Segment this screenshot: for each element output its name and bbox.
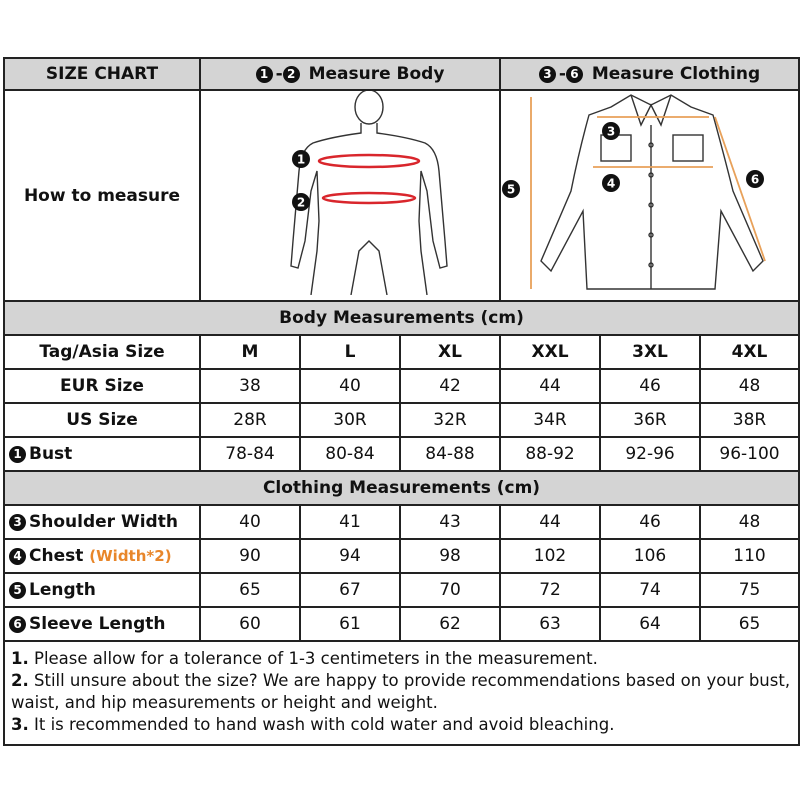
- table-cell: 88-92: [500, 437, 600, 471]
- table-row: [4, 505, 799, 539]
- clothing-rows: [4, 505, 799, 641]
- bust-line: [319, 155, 419, 167]
- notes-row: [4, 641, 799, 745]
- size-chart: [3, 57, 798, 747]
- number-marker-icon: 3: [9, 514, 26, 531]
- row-label: [4, 335, 200, 369]
- table-cell: 63: [500, 607, 600, 641]
- table-cell: 42: [400, 369, 500, 403]
- table-cell: 41: [300, 505, 400, 539]
- table-cell: 92-96: [600, 437, 700, 471]
- table-cell: 40: [300, 369, 400, 403]
- table-cell: 61: [300, 607, 400, 641]
- number-marker-icon: 6: [9, 616, 26, 633]
- table-cell: 36R: [600, 403, 700, 437]
- table-cell: 46: [600, 369, 700, 403]
- table-cell: 75: [700, 573, 799, 607]
- table-cell: 70: [400, 573, 500, 607]
- table-cell: L: [300, 335, 400, 369]
- row-label-text: Chest: [29, 546, 84, 566]
- row-label-text: US Size: [66, 410, 138, 430]
- table-cell: 38R: [700, 403, 799, 437]
- table-cell: 48: [700, 369, 799, 403]
- table-cell: 44: [500, 369, 600, 403]
- measure-body-header: 1 - 2 Measure Body: [200, 58, 500, 90]
- row-label-text: EUR Size: [60, 376, 144, 396]
- table-cell: 98: [400, 539, 500, 573]
- row-label: [4, 369, 200, 403]
- number-marker-icon: 1: [9, 446, 26, 463]
- measure-body-label: Measure Body: [308, 64, 445, 84]
- table-cell: 64: [600, 607, 700, 641]
- sleeve-line: [715, 117, 765, 261]
- marker-icon: 2: [283, 66, 300, 83]
- table-cell: 90: [200, 539, 300, 573]
- row-label: [4, 403, 200, 437]
- note-line: [11, 670, 792, 714]
- note-number: 3.: [11, 715, 29, 734]
- row-label: [4, 539, 200, 573]
- table-row: [4, 369, 799, 403]
- row-label: [4, 607, 200, 641]
- how-to-measure-row: [4, 90, 799, 301]
- table-cell: 40: [200, 505, 300, 539]
- note-line: [11, 714, 792, 736]
- table-row: [4, 539, 799, 573]
- table-cell: 72: [500, 573, 600, 607]
- note-text: Still unsure about the size? We are happy to provide recommendations based on your bust, waist, and hip measurements or height and weight.: [11, 671, 791, 712]
- clothing-section-header: [4, 471, 799, 505]
- table-cell: 102: [500, 539, 600, 573]
- table-cell: XL: [400, 335, 500, 369]
- table-cell: 3XL: [600, 335, 700, 369]
- table-cell: 78-84: [200, 437, 300, 471]
- note-text: It is recommended to hand wash with cold water and avoid bleaching.: [28, 715, 615, 734]
- clothing-section-title: Clothing Measurements (cm): [4, 471, 799, 505]
- row-label-text: Sleeve Length: [29, 614, 166, 634]
- table-cell: 65: [700, 607, 799, 641]
- table-row: [4, 335, 799, 369]
- waist-line: [323, 193, 415, 203]
- number-marker-icon: 5: [9, 582, 26, 599]
- table-cell: 28R: [200, 403, 300, 437]
- table-cell: 62: [400, 607, 500, 641]
- table-row: [4, 437, 799, 471]
- table-cell: 44: [500, 505, 600, 539]
- number-marker-icon: 4: [9, 548, 26, 565]
- table-row: [4, 607, 799, 641]
- table-cell: 96-100: [700, 437, 799, 471]
- notes-cell: [4, 641, 799, 745]
- sleeve-marker-icon: 6: [750, 172, 760, 187]
- row-label-suffix: (Width*2): [89, 547, 172, 565]
- table-row: [4, 403, 799, 437]
- note-line: [11, 648, 792, 670]
- waist-marker-icon: 2: [296, 195, 306, 210]
- table-cell: M: [200, 335, 300, 369]
- table-cell: 46: [600, 505, 700, 539]
- table-cell: 30R: [300, 403, 400, 437]
- body-section-header: [4, 301, 799, 335]
- table-cell: 110: [700, 539, 799, 573]
- table-cell: 65: [200, 573, 300, 607]
- bust-marker-icon: 1: [296, 152, 306, 167]
- body-section-title: Body Measurements (cm): [4, 301, 799, 335]
- measure-clothing-header: 3 - 6 Measure Clothing: [500, 58, 799, 90]
- table-cell: XXL: [500, 335, 600, 369]
- table-cell: 32R: [400, 403, 500, 437]
- body-rows: [4, 335, 799, 471]
- table-cell: 84-88: [400, 437, 500, 471]
- table-cell: 80-84: [300, 437, 400, 471]
- row-label-text: Bust: [29, 444, 73, 464]
- note-number: 2.: [11, 671, 29, 690]
- header-row: [4, 58, 799, 90]
- row-label-text: Shoulder Width: [29, 512, 178, 532]
- table-cell: 94: [300, 539, 400, 573]
- length-marker-icon: 5: [506, 182, 516, 197]
- table-cell: 48: [700, 505, 799, 539]
- body-figure-cell: [200, 90, 500, 301]
- note-text: Please allow for a tolerance of 1-3 centimeters in the measurement.: [28, 649, 598, 668]
- note-number: 1.: [11, 649, 29, 668]
- row-label: [4, 573, 200, 607]
- marker-icon: 1: [256, 66, 273, 83]
- row-label-text: Length: [29, 580, 96, 600]
- table-cell: 43: [400, 505, 500, 539]
- size-chart-title: SIZE CHART: [4, 58, 200, 90]
- marker-icon: 6: [566, 66, 583, 83]
- shirt-figure-cell: [500, 90, 799, 301]
- table-cell: 38: [200, 369, 300, 403]
- row-label: [4, 437, 200, 471]
- table-cell: 60: [200, 607, 300, 641]
- measure-clothing-label: Measure Clothing: [591, 64, 761, 84]
- table-cell: 106: [600, 539, 700, 573]
- table-cell: 74: [600, 573, 700, 607]
- table-cell: 34R: [500, 403, 600, 437]
- table-cell: 67: [300, 573, 400, 607]
- size-chart-table: [3, 57, 800, 746]
- shoulder-marker-icon: 3: [606, 124, 616, 139]
- body-figure-illustration: [201, 91, 499, 295]
- row-label-text: Tag/Asia Size: [39, 342, 165, 362]
- table-cell: 4XL: [700, 335, 799, 369]
- row-label: [4, 505, 200, 539]
- how-to-measure-label: How to measure: [4, 90, 200, 301]
- marker-icon: 3: [539, 66, 556, 83]
- table-row: [4, 573, 799, 607]
- shirt-illustration: [501, 91, 799, 295]
- chest-marker-icon: 4: [606, 176, 616, 191]
